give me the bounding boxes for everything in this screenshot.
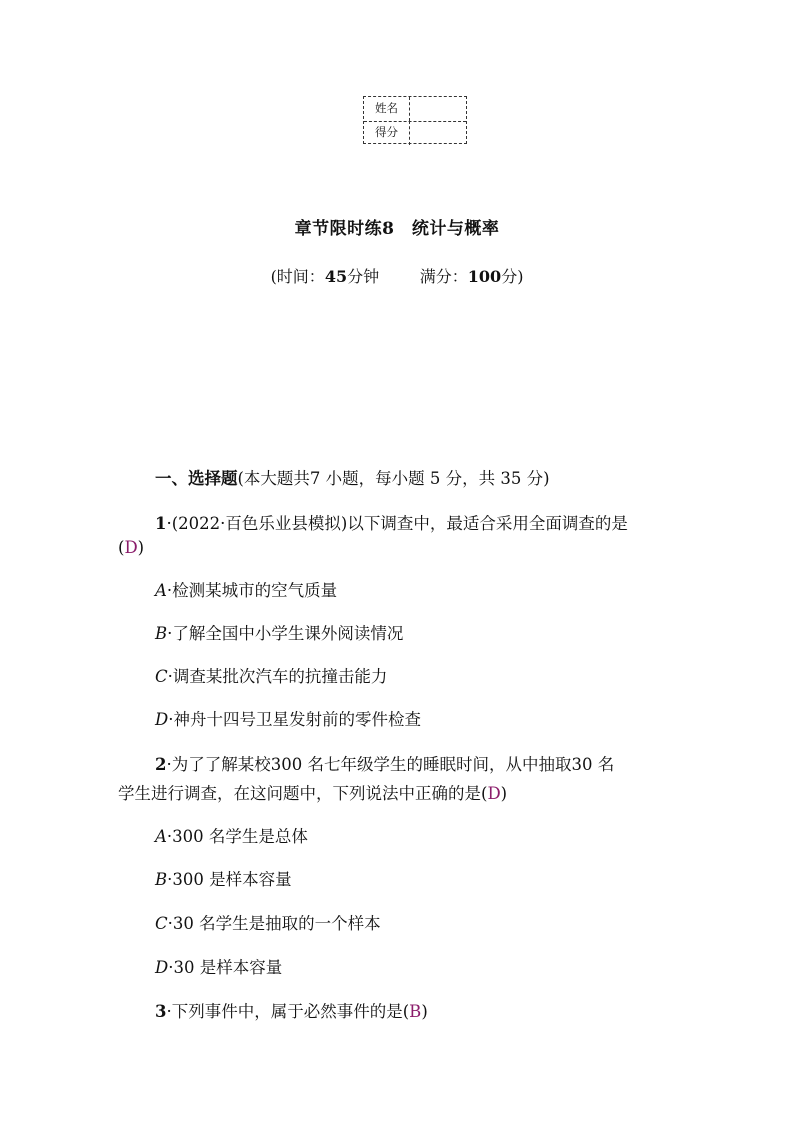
question-1-stem bbox=[155, 510, 628, 534]
question-2-option-b bbox=[155, 866, 292, 890]
question-2-stem-cont bbox=[118, 780, 507, 804]
option-letter: D bbox=[155, 710, 169, 729]
score-row bbox=[364, 121, 466, 145]
subtitle-middle: 分钟 满分： bbox=[347, 267, 468, 286]
question-1-option-d bbox=[155, 706, 421, 730]
name-row bbox=[364, 97, 466, 122]
option-letter: C bbox=[155, 914, 168, 933]
page-title: 章节限时练8 统计与概率 bbox=[294, 219, 500, 239]
question-2-option-a bbox=[155, 823, 308, 847]
option-text: ·调查某批次汽车的抗撞击能力 bbox=[167, 667, 388, 686]
subtitle-close: 分) bbox=[501, 267, 524, 286]
section-desc: (本大题共7 小题，每小题 5 分，共 35 分) bbox=[237, 469, 550, 488]
page-subtitle bbox=[0, 264, 794, 287]
paren-close: ) bbox=[500, 784, 508, 803]
question-text-cont: 学生进行调查，在这问题中，下列说法中正确的是( bbox=[118, 784, 488, 803]
option-text: ·300 名学生是总体 bbox=[166, 827, 308, 846]
option-text: ·300 是样本容量 bbox=[167, 870, 292, 889]
question-number: 1 bbox=[155, 514, 167, 533]
option-text: ·30 名学生是抽取的一个样本 bbox=[167, 914, 381, 933]
score-value: 100 bbox=[467, 267, 502, 286]
option-letter: D bbox=[155, 958, 169, 977]
answer-mark: D bbox=[124, 538, 138, 557]
paren-close: ) bbox=[137, 538, 145, 557]
question-text: ·为了了解某校300 名七年级学生的睡眠时间，从中抽取30 名 bbox=[166, 755, 615, 774]
question-2-stem bbox=[155, 751, 614, 775]
option-letter: A bbox=[155, 581, 167, 600]
paren-close: ) bbox=[421, 1002, 428, 1021]
name-score-box bbox=[363, 96, 467, 144]
question-number: 2 bbox=[155, 755, 167, 774]
question-text: ·(2022·百色乐业县模拟)以下调查中，最适合采用全面调查的是 bbox=[166, 514, 628, 533]
question-2-option-d bbox=[155, 954, 282, 978]
question-3-stem bbox=[155, 998, 428, 1022]
option-letter: B bbox=[155, 624, 168, 643]
option-text: ·检测某城市的空气质量 bbox=[166, 581, 338, 600]
question-2-option-c bbox=[155, 910, 381, 934]
paren-open: ( bbox=[118, 538, 125, 557]
time-value: 45 bbox=[324, 267, 348, 286]
name-label: 姓名 bbox=[364, 97, 410, 121]
option-letter: A bbox=[155, 827, 167, 846]
question-1-option-b bbox=[155, 620, 403, 644]
question-number: 3 bbox=[155, 1002, 167, 1021]
option-letter: B bbox=[155, 870, 168, 889]
question-1-stem-cont bbox=[118, 538, 144, 557]
option-text: ·了解全国中小学生课外阅读情况 bbox=[167, 624, 404, 643]
question-1-option-c bbox=[155, 663, 387, 687]
option-text: ·神舟十四号卫星发射前的零件检查 bbox=[168, 710, 421, 729]
answer-mark: B bbox=[409, 1002, 422, 1021]
section-title: 一、选择题 bbox=[155, 469, 238, 488]
section-heading bbox=[155, 465, 550, 489]
score-label: 得分 bbox=[364, 121, 410, 145]
subtitle-open: (时间： bbox=[270, 267, 325, 286]
option-text: ·30 是样本容量 bbox=[168, 958, 283, 977]
question-1-option-a bbox=[155, 577, 337, 601]
question-text: ·下列事件中，属于必然事件的是( bbox=[166, 1002, 410, 1021]
answer-mark: D bbox=[487, 784, 501, 803]
option-letter: C bbox=[155, 667, 168, 686]
